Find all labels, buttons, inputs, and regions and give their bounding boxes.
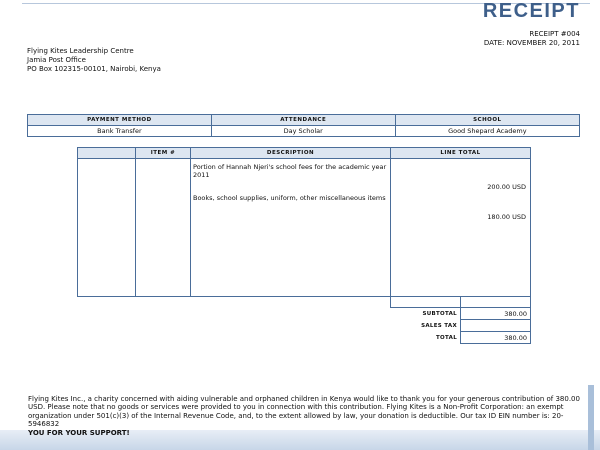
receipt-number: RECEIPT #004 (529, 30, 580, 38)
header-description: DESCRIPTION (191, 148, 391, 159)
document-title: RECEIPT (482, 0, 580, 22)
school-value: Good Shepard Academy (395, 126, 579, 137)
subtotal-label: SUBTOTAL (422, 310, 457, 317)
page-edge-shadow (588, 385, 594, 450)
payment-method-value: Bank Transfer (28, 126, 212, 137)
item-description: Books, school supplies, uniform, other miscellaneous items (193, 194, 386, 202)
item-number-column (136, 159, 191, 297)
organization-address (27, 47, 161, 74)
organization-name: Flying Kites Leadership Centre (27, 47, 134, 55)
blank-column (78, 159, 136, 297)
header-school: SCHOOL (395, 115, 579, 126)
receipt-date: DATE: NOVEMBER 20, 2011 (483, 39, 580, 47)
item-amount: 180.00 USD (487, 213, 526, 221)
attendance-value: Day Scholar (211, 126, 395, 137)
subtotal-value: 380.00 (461, 308, 531, 320)
item-amount: 200.00 USD (487, 183, 526, 191)
header-item-number: ITEM # (136, 148, 191, 159)
thank-you-cta: YOU FOR YOUR SUPPORT! (28, 428, 130, 437)
total-label: TOTAL (435, 334, 457, 341)
line-total-column (391, 159, 531, 297)
receipt-meta (484, 30, 580, 48)
address-line-1: Jamia Post Office (27, 56, 86, 64)
total-value: 380.00 (461, 332, 531, 344)
sales-tax-value (461, 320, 531, 332)
header-line-total: LINE TOTAL (391, 148, 531, 159)
header-blank (78, 148, 136, 159)
payment-info-table (27, 114, 580, 137)
line-items-table (77, 147, 531, 297)
totals-spacer (461, 296, 531, 308)
item-description: Portion of Hannah Njeri's school fees for the academic year 2011 (193, 163, 387, 179)
totals-spacer (391, 296, 461, 308)
description-column (191, 159, 391, 297)
header-attendance: ATTENDANCE (211, 115, 395, 126)
totals-table (390, 296, 531, 344)
sales-tax-label: SALES TAX (421, 322, 457, 329)
thank-you-message: Flying Kites Inc., a charity concerned with aiding vulnerable and orphaned children in Kenya would like to thank you for your generous contribution of 380.00 USD. Please note that no goods or services were provided to you in connection with this contribution. Flying Kites is a Non-Profit Corporation: an exempt organization under 501(c)(3) of the Internal Revenue Code, and, to the extent allowed by law, your donation is deductible. Our tax ID EIN number is: 20-5946832 (28, 395, 580, 429)
footer-note (28, 395, 584, 437)
address-line-2: PO Box 102315-00101, Nairobi, Kenya (27, 65, 161, 73)
header-payment-method: PAYMENT METHOD (28, 115, 212, 126)
